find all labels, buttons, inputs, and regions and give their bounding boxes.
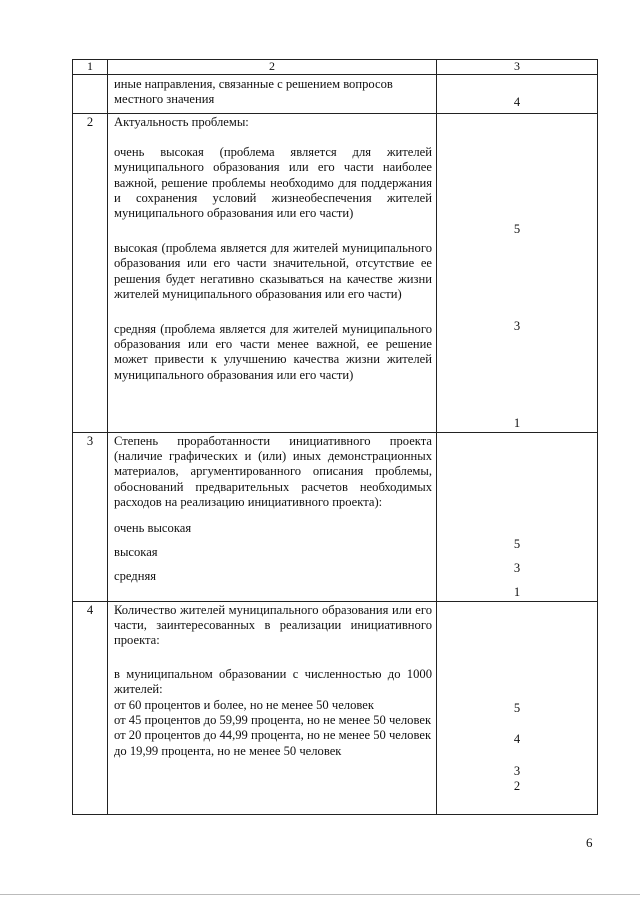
option-text: от 45 процентов до 59,99 процента, но не менее 50 человек xyxy=(114,713,432,728)
criterion-cell xyxy=(108,433,437,602)
table-row xyxy=(73,602,598,815)
option-text: до 19,99 процента, но не менее 50 человек xyxy=(114,743,342,758)
table-header-row xyxy=(73,60,598,75)
option-text: средняя xyxy=(114,569,157,584)
row-number: 3 xyxy=(86,434,94,448)
score-cell xyxy=(437,75,598,114)
header-col-2: 2 xyxy=(108,60,437,75)
table-row xyxy=(73,433,598,602)
row-number-cell xyxy=(73,75,108,114)
table-row xyxy=(73,75,598,114)
criterion-subtitle: в муниципальном образовании с численностью до 1000 жителей: xyxy=(114,666,432,696)
score-value: 5 xyxy=(513,537,521,551)
criteria-table xyxy=(72,59,598,815)
row-number-cell xyxy=(73,114,108,433)
criterion-title: Степень проработанности инициативного проекта (наличие графических и (или) иных демонстрационных материалов, аргументированного описания проблемы, обоснований предварительных расчетов необходимых расходов на реализацию инициативного проекта): xyxy=(114,434,432,509)
row-number-cell xyxy=(73,602,108,815)
header-col-3: 3 xyxy=(437,60,598,75)
scan-edge-line xyxy=(0,894,640,895)
score-cell xyxy=(437,602,598,815)
row-number: 2 xyxy=(86,115,94,129)
row-number-cell xyxy=(73,433,108,602)
option-text: высокая xyxy=(114,545,158,560)
score-value: 1 xyxy=(513,585,521,599)
score-cell xyxy=(437,114,598,433)
criterion-title: Количество жителей муниципального образования или его части, заинтересованных в реализации инициативного проекта: xyxy=(114,603,432,648)
score-value: 4 xyxy=(513,732,521,746)
table-row xyxy=(73,114,598,433)
score-value: 3 xyxy=(513,561,521,575)
score-value: 3 xyxy=(513,764,521,778)
criterion-cell xyxy=(108,75,437,114)
score-value: 5 xyxy=(513,701,521,715)
criterion-cell xyxy=(108,602,437,815)
option-text: от 60 процентов и более, но не менее 50 человек xyxy=(114,698,374,713)
option-text: средняя (проблема является для жителей муниципального образования или его части менее важной, ее решение может привести к улучшению качества жизни жителей муниципального образования или его части) xyxy=(114,322,432,382)
header-col-1: 1 xyxy=(73,60,108,75)
row-number: 4 xyxy=(86,603,94,617)
option-text: от 20 процентов до 44,99 процента, но не менее 50 человек xyxy=(114,728,432,743)
criterion-cell xyxy=(108,114,437,433)
page-number: 6 xyxy=(586,835,593,850)
option-text: очень высокая xyxy=(114,521,192,536)
score-cell xyxy=(437,433,598,602)
score-value: 5 xyxy=(513,222,521,236)
option-text: очень высокая (проблема является для жителей муниципального образования или его части наиболее важной, решение проблемы необходимо для поддержания и сохранения условий жизнеобеспечения жителей муниципального образования или его части) xyxy=(114,145,432,221)
score-value: 4 xyxy=(513,95,521,109)
option-text: высокая (проблема является для жителей муниципального образования или его части значительной, отсутствие ее решения будет негативно сказываться на качестве жизни жителей муниципального образования или его части) xyxy=(114,241,432,301)
score-value: 3 xyxy=(513,319,521,333)
criterion-title: Актуальность проблемы: xyxy=(114,115,249,129)
score-value: 1 xyxy=(513,416,521,430)
score-value: 2 xyxy=(513,779,521,793)
criterion-text: иные направления, связанные с решением вопросов местного значения xyxy=(114,77,393,107)
